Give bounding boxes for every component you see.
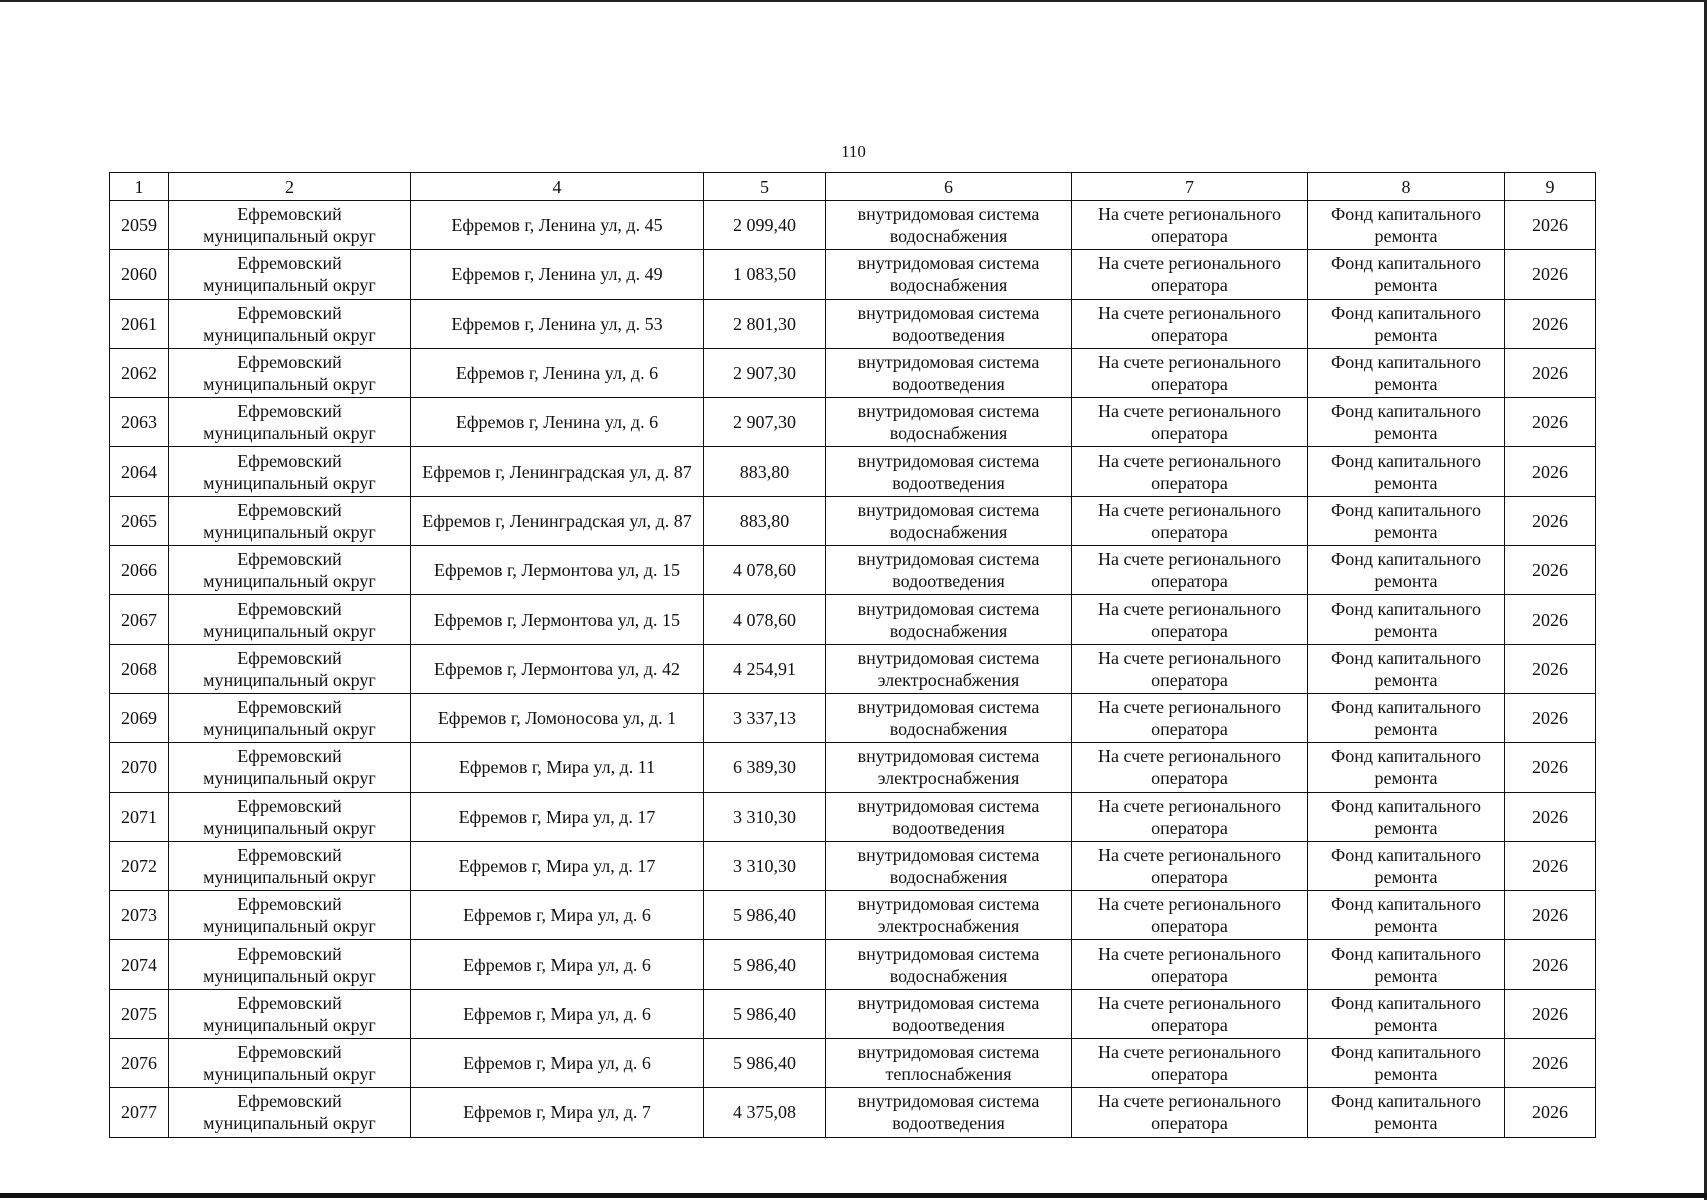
year-cell: 2026 bbox=[1505, 348, 1596, 397]
district-cell: Ефремовский муниципальный округ bbox=[169, 1039, 411, 1088]
address-cell: Ефремов г, Ленина ул, д. 49 bbox=[411, 250, 704, 299]
column-header: 5 bbox=[704, 173, 826, 201]
district-cell: Ефремовский муниципальный округ bbox=[169, 348, 411, 397]
year-cell: 2026 bbox=[1505, 1039, 1596, 1088]
area-cell: 5 986,40 bbox=[704, 1039, 826, 1088]
table-row bbox=[110, 644, 1596, 693]
area-cell: 3 310,30 bbox=[704, 841, 826, 890]
address-cell: Ефремов г, Лермонтова ул, д. 15 bbox=[411, 546, 704, 595]
account-cell: На счете регионального оператора bbox=[1072, 743, 1308, 792]
table-row bbox=[110, 299, 1596, 348]
account-cell: На счете регионального оператора bbox=[1072, 595, 1308, 644]
district-cell: Ефремовский муниципальный округ bbox=[169, 940, 411, 989]
district-cell: Ефремовский муниципальный округ bbox=[169, 398, 411, 447]
account-cell: На счете регионального оператора bbox=[1072, 989, 1308, 1038]
account-cell: На счете регионального оператора bbox=[1072, 201, 1308, 250]
row-number-cell: 2066 bbox=[110, 546, 169, 595]
system-cell: внутридомовая система электроснабжения bbox=[826, 743, 1072, 792]
fund-cell: Фонд капитального ремонта bbox=[1308, 398, 1505, 447]
table-row bbox=[110, 250, 1596, 299]
year-cell: 2026 bbox=[1505, 693, 1596, 742]
system-cell: внутридомовая система водоснабжения bbox=[826, 250, 1072, 299]
system-cell: внутридомовая система водоотведения bbox=[826, 1088, 1072, 1137]
area-cell: 5 986,40 bbox=[704, 891, 826, 940]
table-row bbox=[110, 989, 1596, 1038]
row-number-cell: 2060 bbox=[110, 250, 169, 299]
address-cell: Ефремов г, Мира ул, д. 17 bbox=[411, 792, 704, 841]
account-cell: На счете регионального оператора bbox=[1072, 348, 1308, 397]
table-row bbox=[110, 546, 1596, 595]
area-cell: 883,80 bbox=[704, 447, 826, 496]
fund-cell: Фонд капитального ремонта bbox=[1308, 447, 1505, 496]
account-cell: На счете регионального оператора bbox=[1072, 299, 1308, 348]
row-number-cell: 2068 bbox=[110, 644, 169, 693]
row-number-cell: 2063 bbox=[110, 398, 169, 447]
address-cell: Ефремов г, Мира ул, д. 17 bbox=[411, 841, 704, 890]
table-row bbox=[110, 201, 1596, 250]
account-cell: На счете регионального оператора bbox=[1072, 693, 1308, 742]
address-cell: Ефремов г, Ленина ул, д. 45 bbox=[411, 201, 704, 250]
row-number-cell: 2075 bbox=[110, 989, 169, 1038]
column-header: 7 bbox=[1072, 173, 1308, 201]
district-cell: Ефремовский муниципальный округ bbox=[169, 299, 411, 348]
address-cell: Ефремов г, Ленинградская ул, д. 87 bbox=[411, 447, 704, 496]
district-cell: Ефремовский муниципальный округ bbox=[169, 250, 411, 299]
scan-edge-top bbox=[0, 0, 1707, 2]
account-cell: На счете регионального оператора bbox=[1072, 940, 1308, 989]
year-cell: 2026 bbox=[1505, 1088, 1596, 1137]
district-cell: Ефремовский муниципальный округ bbox=[169, 792, 411, 841]
table-body bbox=[110, 173, 1596, 1138]
fund-cell: Фонд капитального ремонта bbox=[1308, 792, 1505, 841]
system-cell: внутридомовая система водоотведения bbox=[826, 792, 1072, 841]
system-cell: внутридомовая система водоотведения bbox=[826, 989, 1072, 1038]
year-cell: 2026 bbox=[1505, 891, 1596, 940]
fund-cell: Фонд капитального ремонта bbox=[1308, 1088, 1505, 1137]
row-number-cell: 2071 bbox=[110, 792, 169, 841]
table-row bbox=[110, 447, 1596, 496]
table-row bbox=[110, 792, 1596, 841]
scan-edge-bottom bbox=[0, 1193, 1707, 1198]
fund-cell: Фонд капитального ремонта bbox=[1308, 348, 1505, 397]
table-row bbox=[110, 693, 1596, 742]
fund-cell: Фонд капитального ремонта bbox=[1308, 250, 1505, 299]
system-cell: внутридомовая система электроснабжения bbox=[826, 644, 1072, 693]
account-cell: На счете регионального оператора bbox=[1072, 496, 1308, 545]
fund-cell: Фонд капитального ремонта bbox=[1308, 201, 1505, 250]
address-cell: Ефремов г, Мира ул, д. 6 bbox=[411, 1039, 704, 1088]
column-header: 8 bbox=[1308, 173, 1505, 201]
area-cell: 5 986,40 bbox=[704, 940, 826, 989]
table-row bbox=[110, 940, 1596, 989]
fund-cell: Фонд капитального ремонта bbox=[1308, 989, 1505, 1038]
year-cell: 2026 bbox=[1505, 841, 1596, 890]
area-cell: 2 801,30 bbox=[704, 299, 826, 348]
system-cell: внутридомовая система водоснабжения bbox=[826, 595, 1072, 644]
district-cell: Ефремовский муниципальный округ bbox=[169, 201, 411, 250]
repair-register-table bbox=[109, 172, 1596, 1138]
system-cell: внутридомовая система водоснабжения bbox=[826, 496, 1072, 545]
area-cell: 5 986,40 bbox=[704, 989, 826, 1038]
district-cell: Ефремовский муниципальный округ bbox=[169, 496, 411, 545]
fund-cell: Фонд капитального ремонта bbox=[1308, 1039, 1505, 1088]
year-cell: 2026 bbox=[1505, 250, 1596, 299]
area-cell: 4 254,91 bbox=[704, 644, 826, 693]
district-cell: Ефремовский муниципальный округ bbox=[169, 447, 411, 496]
year-cell: 2026 bbox=[1505, 299, 1596, 348]
account-cell: На счете регионального оператора bbox=[1072, 841, 1308, 890]
year-cell: 2026 bbox=[1505, 595, 1596, 644]
account-cell: На счете регионального оператора bbox=[1072, 546, 1308, 595]
system-cell: внутридомовая система теплоснабжения bbox=[826, 1039, 1072, 1088]
year-cell: 2026 bbox=[1505, 644, 1596, 693]
row-number-cell: 2074 bbox=[110, 940, 169, 989]
fund-cell: Фонд капитального ремонта bbox=[1308, 940, 1505, 989]
row-number-cell: 2062 bbox=[110, 348, 169, 397]
account-cell: На счете регионального оператора bbox=[1072, 792, 1308, 841]
account-cell: На счете регионального оператора bbox=[1072, 250, 1308, 299]
address-cell: Ефремов г, Ленина ул, д. 6 bbox=[411, 398, 704, 447]
column-header: 2 bbox=[169, 173, 411, 201]
row-number-cell: 2064 bbox=[110, 447, 169, 496]
fund-cell: Фонд капитального ремонта bbox=[1308, 299, 1505, 348]
area-cell: 3 310,30 bbox=[704, 792, 826, 841]
row-number-cell: 2065 bbox=[110, 496, 169, 545]
year-cell: 2026 bbox=[1505, 940, 1596, 989]
fund-cell: Фонд капитального ремонта bbox=[1308, 644, 1505, 693]
column-number-row bbox=[110, 173, 1596, 201]
district-cell: Ефремовский муниципальный округ bbox=[169, 546, 411, 595]
column-header: 4 bbox=[411, 173, 704, 201]
area-cell: 4 078,60 bbox=[704, 546, 826, 595]
district-cell: Ефремовский муниципальный округ bbox=[169, 1088, 411, 1137]
account-cell: На счете регионального оператора bbox=[1072, 1088, 1308, 1137]
area-cell: 883,80 bbox=[704, 496, 826, 545]
area-cell: 4 375,08 bbox=[704, 1088, 826, 1137]
account-cell: На счете регионального оператора bbox=[1072, 447, 1308, 496]
area-cell: 6 389,30 bbox=[704, 743, 826, 792]
address-cell: Ефремов г, Лермонтова ул, д. 42 bbox=[411, 644, 704, 693]
table-row bbox=[110, 841, 1596, 890]
row-number-cell: 2072 bbox=[110, 841, 169, 890]
year-cell: 2026 bbox=[1505, 792, 1596, 841]
area-cell: 4 078,60 bbox=[704, 595, 826, 644]
row-number-cell: 2073 bbox=[110, 891, 169, 940]
account-cell: На счете регионального оператора bbox=[1072, 398, 1308, 447]
row-number-cell: 2059 bbox=[110, 201, 169, 250]
year-cell: 2026 bbox=[1505, 743, 1596, 792]
area-cell: 2 907,30 bbox=[704, 348, 826, 397]
table-row bbox=[110, 1088, 1596, 1137]
row-number-cell: 2077 bbox=[110, 1088, 169, 1137]
area-cell: 1 083,50 bbox=[704, 250, 826, 299]
column-header: 9 bbox=[1505, 173, 1596, 201]
table-row bbox=[110, 348, 1596, 397]
district-cell: Ефремовский муниципальный округ bbox=[169, 891, 411, 940]
table-row bbox=[110, 496, 1596, 545]
address-cell: Ефремов г, Ломоносова ул, д. 1 bbox=[411, 693, 704, 742]
column-header: 1 bbox=[110, 173, 169, 201]
system-cell: внутридомовая система водоснабжения bbox=[826, 398, 1072, 447]
district-cell: Ефремовский муниципальный округ bbox=[169, 841, 411, 890]
system-cell: внутридомовая система водоснабжения bbox=[826, 201, 1072, 250]
address-cell: Ефремов г, Мира ул, д. 6 bbox=[411, 989, 704, 1038]
column-header: 6 bbox=[826, 173, 1072, 201]
district-cell: Ефремовский муниципальный округ bbox=[169, 693, 411, 742]
address-cell: Ефремов г, Мира ул, д. 11 bbox=[411, 743, 704, 792]
table-row bbox=[110, 1039, 1596, 1088]
row-number-cell: 2076 bbox=[110, 1039, 169, 1088]
address-cell: Ефремов г, Ленина ул, д. 6 bbox=[411, 348, 704, 397]
address-cell: Ефремов г, Мира ул, д. 7 bbox=[411, 1088, 704, 1137]
area-cell: 2 907,30 bbox=[704, 398, 826, 447]
district-cell: Ефремовский муниципальный округ bbox=[169, 743, 411, 792]
table-row bbox=[110, 891, 1596, 940]
district-cell: Ефремовский муниципальный округ bbox=[169, 989, 411, 1038]
row-number-cell: 2070 bbox=[110, 743, 169, 792]
system-cell: внутридомовая система электроснабжения bbox=[826, 891, 1072, 940]
fund-cell: Фонд капитального ремонта bbox=[1308, 891, 1505, 940]
fund-cell: Фонд капитального ремонта bbox=[1308, 841, 1505, 890]
fund-cell: Фонд капитального ремонта bbox=[1308, 496, 1505, 545]
fund-cell: Фонд капитального ремонта bbox=[1308, 595, 1505, 644]
year-cell: 2026 bbox=[1505, 201, 1596, 250]
address-cell: Ефремов г, Лермонтова ул, д. 15 bbox=[411, 595, 704, 644]
district-cell: Ефремовский муниципальный округ bbox=[169, 644, 411, 693]
system-cell: внутридомовая система водоотведения bbox=[826, 546, 1072, 595]
table-row bbox=[110, 398, 1596, 447]
address-cell: Ефремов г, Ленинградская ул, д. 87 bbox=[411, 496, 704, 545]
fund-cell: Фонд капитального ремонта bbox=[1308, 546, 1505, 595]
row-number-cell: 2061 bbox=[110, 299, 169, 348]
fund-cell: Фонд капитального ремонта bbox=[1308, 693, 1505, 742]
district-cell: Ефремовский муниципальный округ bbox=[169, 595, 411, 644]
row-number-cell: 2067 bbox=[110, 595, 169, 644]
system-cell: внутридомовая система водоотведения bbox=[826, 299, 1072, 348]
table-row bbox=[110, 743, 1596, 792]
address-cell: Ефремов г, Мира ул, д. 6 bbox=[411, 940, 704, 989]
area-cell: 3 337,13 bbox=[704, 693, 826, 742]
account-cell: На счете регионального оператора bbox=[1072, 644, 1308, 693]
system-cell: внутридомовая система водоснабжения bbox=[826, 693, 1072, 742]
account-cell: На счете регионального оператора bbox=[1072, 1039, 1308, 1088]
row-number-cell: 2069 bbox=[110, 693, 169, 742]
year-cell: 2026 bbox=[1505, 496, 1596, 545]
year-cell: 2026 bbox=[1505, 546, 1596, 595]
system-cell: внутридомовая система водоотведения bbox=[826, 447, 1072, 496]
system-cell: внутридомовая система водоснабжения bbox=[826, 841, 1072, 890]
system-cell: внутридомовая система водоотведения bbox=[826, 348, 1072, 397]
account-cell: На счете регионального оператора bbox=[1072, 891, 1308, 940]
system-cell: внутридомовая система водоснабжения bbox=[826, 940, 1072, 989]
area-cell: 2 099,40 bbox=[704, 201, 826, 250]
year-cell: 2026 bbox=[1505, 989, 1596, 1038]
table-row bbox=[110, 595, 1596, 644]
year-cell: 2026 bbox=[1505, 447, 1596, 496]
year-cell: 2026 bbox=[1505, 398, 1596, 447]
address-cell: Ефремов г, Мира ул, д. 6 bbox=[411, 891, 704, 940]
fund-cell: Фонд капитального ремонта bbox=[1308, 743, 1505, 792]
address-cell: Ефремов г, Ленина ул, д. 53 bbox=[411, 299, 704, 348]
page-number: 110 bbox=[841, 142, 866, 161]
